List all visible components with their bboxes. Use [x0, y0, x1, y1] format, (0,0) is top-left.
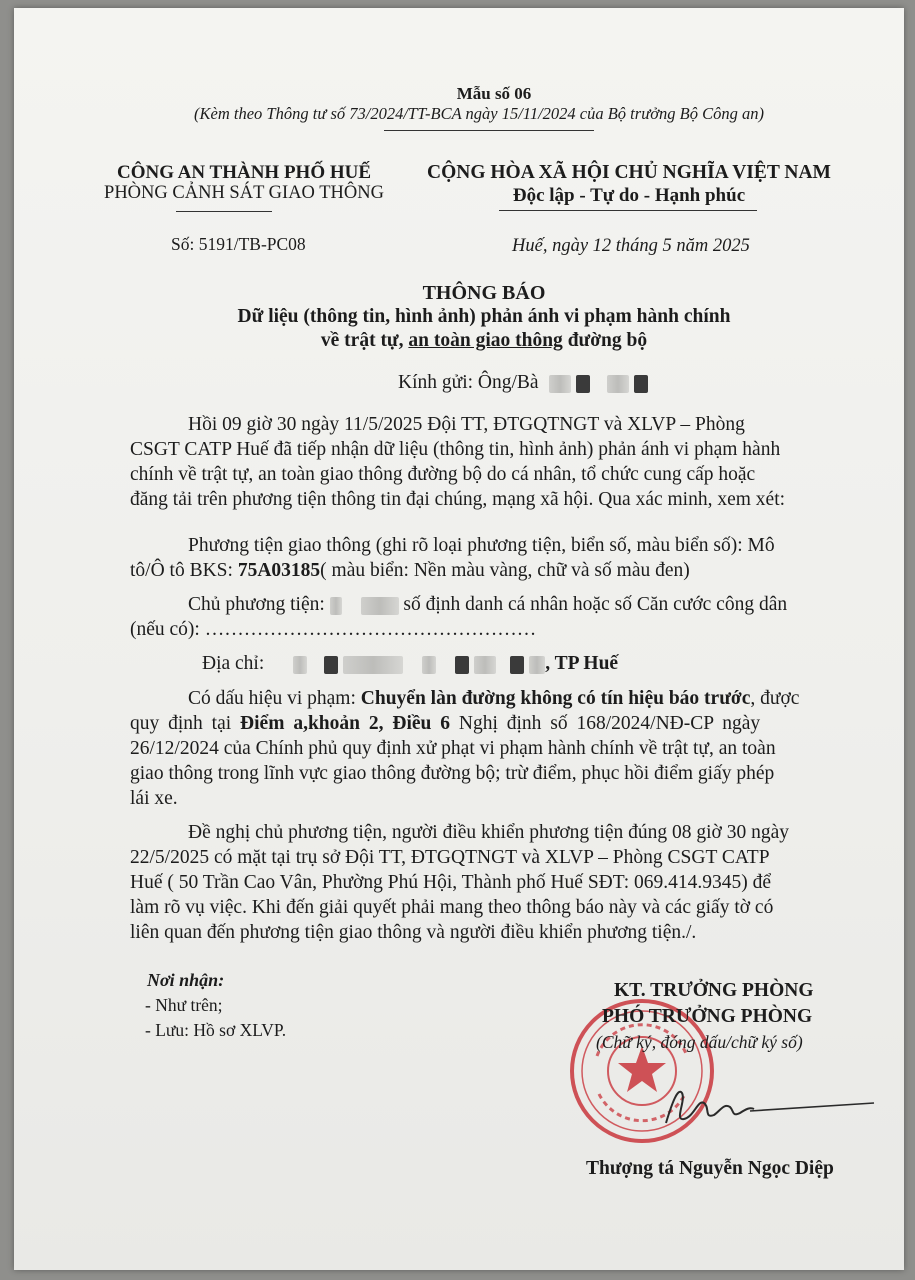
license-plate: 75A03185: [237, 560, 321, 581]
document-number: Số: 5191/TB-PC08: [171, 234, 306, 254]
redacted-name-1: [549, 375, 571, 393]
violation-line: Có dấu hiệu vi phạm: Chuyển làn đường không có tín hiệu báo trước, được: [188, 688, 800, 709]
redacted-name-3: [607, 375, 629, 393]
request-line-2: 22/5/2025 có mặt tại trụ sở Đội TT, ĐTGQTNGT và XLVP – Phòng CSGT CATP: [130, 847, 770, 868]
violation-description: Chuyển làn đường không có tín hiệu báo trước: [360, 688, 751, 709]
rule-line-2: 26/12/2024 của Chính phủ quy định xử phạt vi phạm hành chính về trật tự, an toàn: [130, 738, 776, 759]
redacted-owner-1: [330, 597, 342, 615]
form-reference-rule: [384, 130, 594, 131]
document-page: [14, 8, 904, 1270]
vehicle-line-1: Phương tiện giao thông (ghi rõ loại phương tiện, biển số, màu biển số): Mô: [188, 535, 775, 556]
p1-line-1: Hồi 09 giờ 30 ngày 11/5/2025 Đội TT, ĐTGQTNGT và XLVP – Phòng: [188, 414, 745, 435]
redacted-address-4: [422, 656, 436, 674]
signer-name: Thượng tá Nguyễn Ngọc Diệp: [586, 1158, 834, 1179]
issuer-department: PHÒNG CẢNH SÁT GIAO THÔNG: [104, 183, 384, 203]
notice-subtitle-2: về trật tự, an toàn giao thông đường bộ: [320, 330, 648, 351]
place-date: Huế, ngày 12 tháng 5 năm 2025: [512, 236, 750, 256]
redacted-address-6: [474, 656, 496, 674]
form-reference: (Kèm theo Thông tư số 73/2024/TT-BCA ngày 15/11/2024 của Bộ trưởng Bộ Công an): [194, 104, 764, 123]
request-line-5: liên quan đến phương tiện giao thông và người điều khiển phương tiện./.: [130, 922, 697, 943]
redacted-address-3: [343, 656, 403, 674]
national-rule: [499, 210, 757, 211]
sign-title-2: PHÓ TRƯỞNG PHÒNG: [602, 1006, 813, 1027]
form-number: Mẫu số 06: [456, 84, 532, 103]
issuer-rule: [176, 211, 272, 212]
recipient-item-2: - Lưu: Hồ sơ XLVP.: [145, 1020, 287, 1040]
p1-line-4: đăng tải trên phương tiện thông tin đại chúng, mạng xã hội. Qua xác minh, xem xét:: [130, 489, 786, 510]
national-name: CỘNG HÒA XÃ HỘI CHỦ NGHĨA VIỆT NAM: [427, 162, 831, 183]
rule-line-4: lái xe.: [130, 788, 178, 809]
p1-line-3: chính về trật tự, an toàn giao thông đường bộ do cá nhân, tổ chức cung cấp hoặc: [130, 464, 756, 485]
redacted-address-8: [529, 656, 545, 674]
rule-reference: Điểm a,khoản 2, Điều 6: [240, 713, 450, 734]
redacted-owner-2: [361, 597, 399, 615]
recipient-line: Kính gửi: Ông/Bà: [398, 372, 648, 394]
vehicle-line-2: tô/Ô tô BKS: 75A03185( màu biển: Nền màu vàng, chữ và số màu đen): [130, 560, 690, 581]
redacted-address-2: [324, 656, 338, 674]
request-line-3: Huế ( 50 Trần Cao Vân, Phường Phú Hội, Thành phố Huế SĐT: 069.414.9345) để: [130, 872, 772, 893]
handwritten-signature: [654, 1073, 884, 1133]
address-city: , TP Huế: [545, 653, 619, 674]
redacted-address-1: [293, 656, 307, 674]
redacted-address-5: [455, 656, 469, 674]
request-line-1: Đề nghị chủ phương tiện, người điều khiển phương tiện đúng 08 giờ 30 ngày: [188, 822, 790, 843]
notice-subtitle-1: Dữ liệu (thông tin, hình ảnh) phản ánh vi phạm hành chính: [237, 306, 731, 327]
recipient-item-1: - Như trên;: [145, 995, 223, 1015]
rule-line-1: quy định tại Điểm a,khoản 2, Điều 6 Nghị định số 168/2024/NĐ-CP ngày: [130, 713, 761, 734]
redacted-name-2: [576, 375, 590, 393]
owner-id-line: (nếu có): ……………………………………………: [130, 619, 537, 640]
sign-title-1: KT. TRƯỞNG PHÒNG: [614, 980, 814, 1001]
notice-heading: THÔNG BÁO: [422, 282, 546, 304]
issuer-agency: CÔNG AN THÀNH PHỐ HUẾ: [116, 162, 372, 183]
rule-line-3: giao thông trong lĩnh vực giao thông đường bộ; trừ điểm, phục hồi điểm giấy phép: [130, 763, 775, 784]
recipients-title: Nơi nhận:: [147, 970, 225, 990]
p1-line-2: CSGT CATP Huế đã tiếp nhận dữ liệu (thông tin, hình ảnh) phản ánh vi phạm hành: [130, 439, 781, 460]
request-line-4: làm rõ vụ việc. Khi đến giải quyết phải mang theo thông báo này và các giấy tờ có: [130, 897, 774, 918]
redacted-name-4: [634, 375, 648, 393]
national-motto: Độc lập - Tự do - Hạnh phúc: [512, 185, 746, 206]
sign-note: (Chữ ký, đóng dấu/chữ ký số): [596, 1032, 803, 1052]
redacted-address-7: [510, 656, 524, 674]
owner-line: Chủ phương tiện: số định danh cá nhân hoặc số Căn cước công dân: [188, 594, 788, 615]
address-line: Địa chỉ: , TP Huế: [202, 653, 619, 674]
